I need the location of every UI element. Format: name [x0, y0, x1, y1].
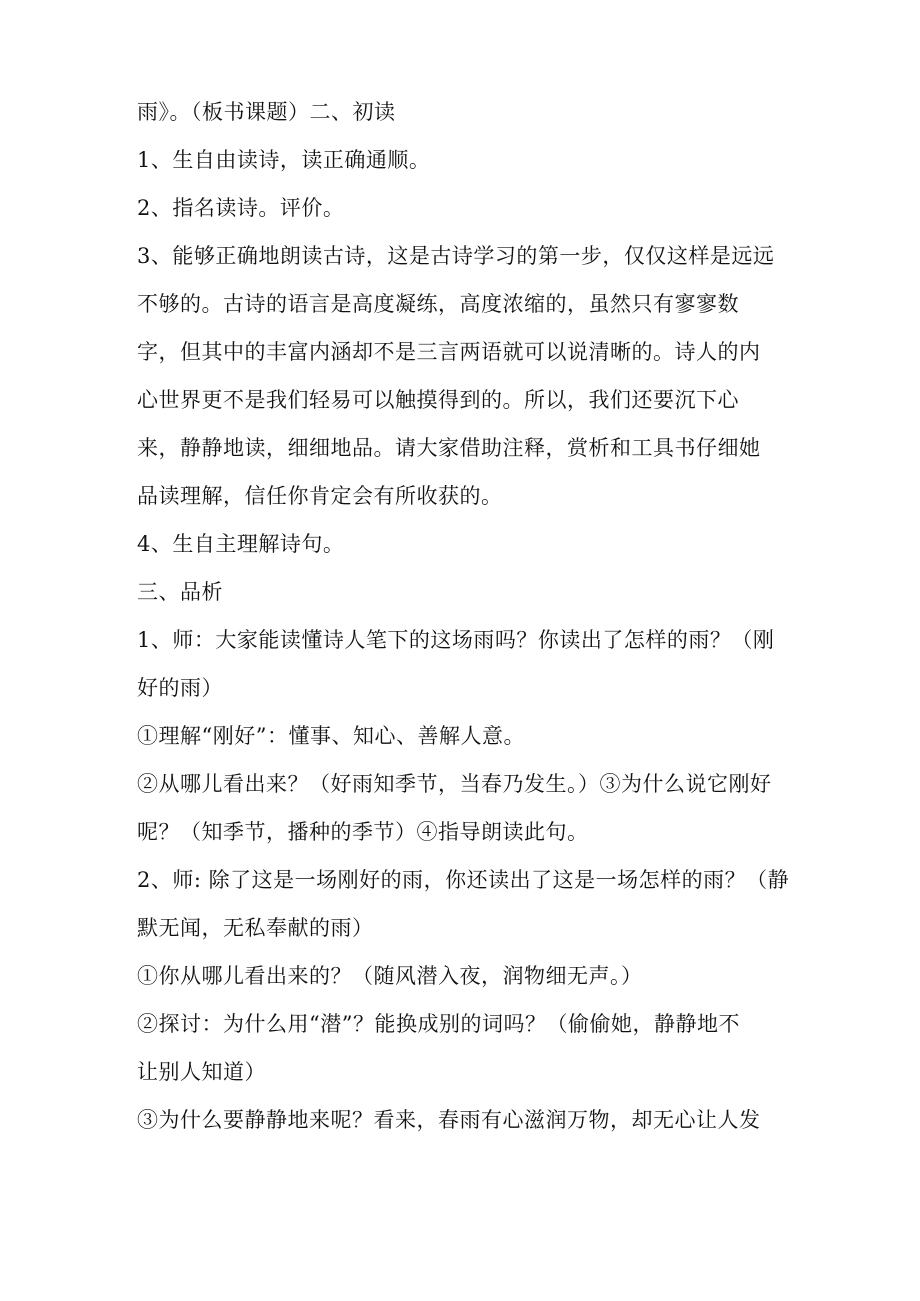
- text-line: 让别人知道）: [137, 1060, 266, 1084]
- text-line: 来，静静地读，细细地品。请大家借助注释，赏析和工具书仔细她: [137, 436, 761, 460]
- text-line: 品读理解，信任你肯定会有所收获的。: [137, 484, 503, 508]
- section-heading: 三、品析: [137, 580, 223, 604]
- text-line: ③为什么要静静地来呢？看来，春雨有心滋润万物，却无心让人发: [137, 1108, 761, 1132]
- text-line: 4、生自主理解诗句。: [137, 532, 345, 556]
- text-line: 呢？（知季节，播种的季节）④指导朗读此句。: [137, 820, 589, 844]
- text-line: 字，但其中的丰富内涵却不是三言两语就可以说清晰的。诗人的内: [137, 340, 761, 364]
- text-line: 1、师：大家能读懂诗人笔下的这场雨吗？你读出了怎样的雨？（刚: [137, 628, 775, 652]
- text-line: 3、能够正确地朗读古诗，这是古诗学习的第一步，仅仅这样是远远: [137, 244, 775, 268]
- text-line: ②探讨：为什么用“潜”？能换成别的词吗？（偷偷她，静静地不: [137, 1012, 740, 1036]
- text-line: 雨》。（板书课题）二、初读: [137, 100, 396, 124]
- text-line: 默无闻，无私奉献的雨）: [137, 916, 374, 940]
- text-line: 心世界更不是我们轻易可以触摸得到的。所以，我们还要沉下心: [137, 388, 739, 412]
- text-line: 好的雨）: [137, 676, 223, 700]
- text-line: 2、师: 除了这是一场刚好的雨，你还读出了这是一场怎样的雨？（静: [137, 868, 790, 892]
- text-line: 不够的。古诗的语言是高度凝练，高度浓缩的，虽然只有寥寥数: [137, 292, 739, 316]
- text-line: 1、生自由读诗，读正确通顺。: [137, 148, 431, 172]
- text-line: ①理解“刚好”：懂事、知心、善解人意。: [137, 724, 525, 748]
- text-line: ①你从哪儿看出来的？（随风潜入夜，润物细无声。）: [137, 964, 643, 988]
- text-line: 2、指名读诗。评价。: [137, 196, 345, 220]
- text-line: ②从哪儿看出来？（好雨知季节，当春乃发生。）③为什么说它刚好: [137, 772, 772, 796]
